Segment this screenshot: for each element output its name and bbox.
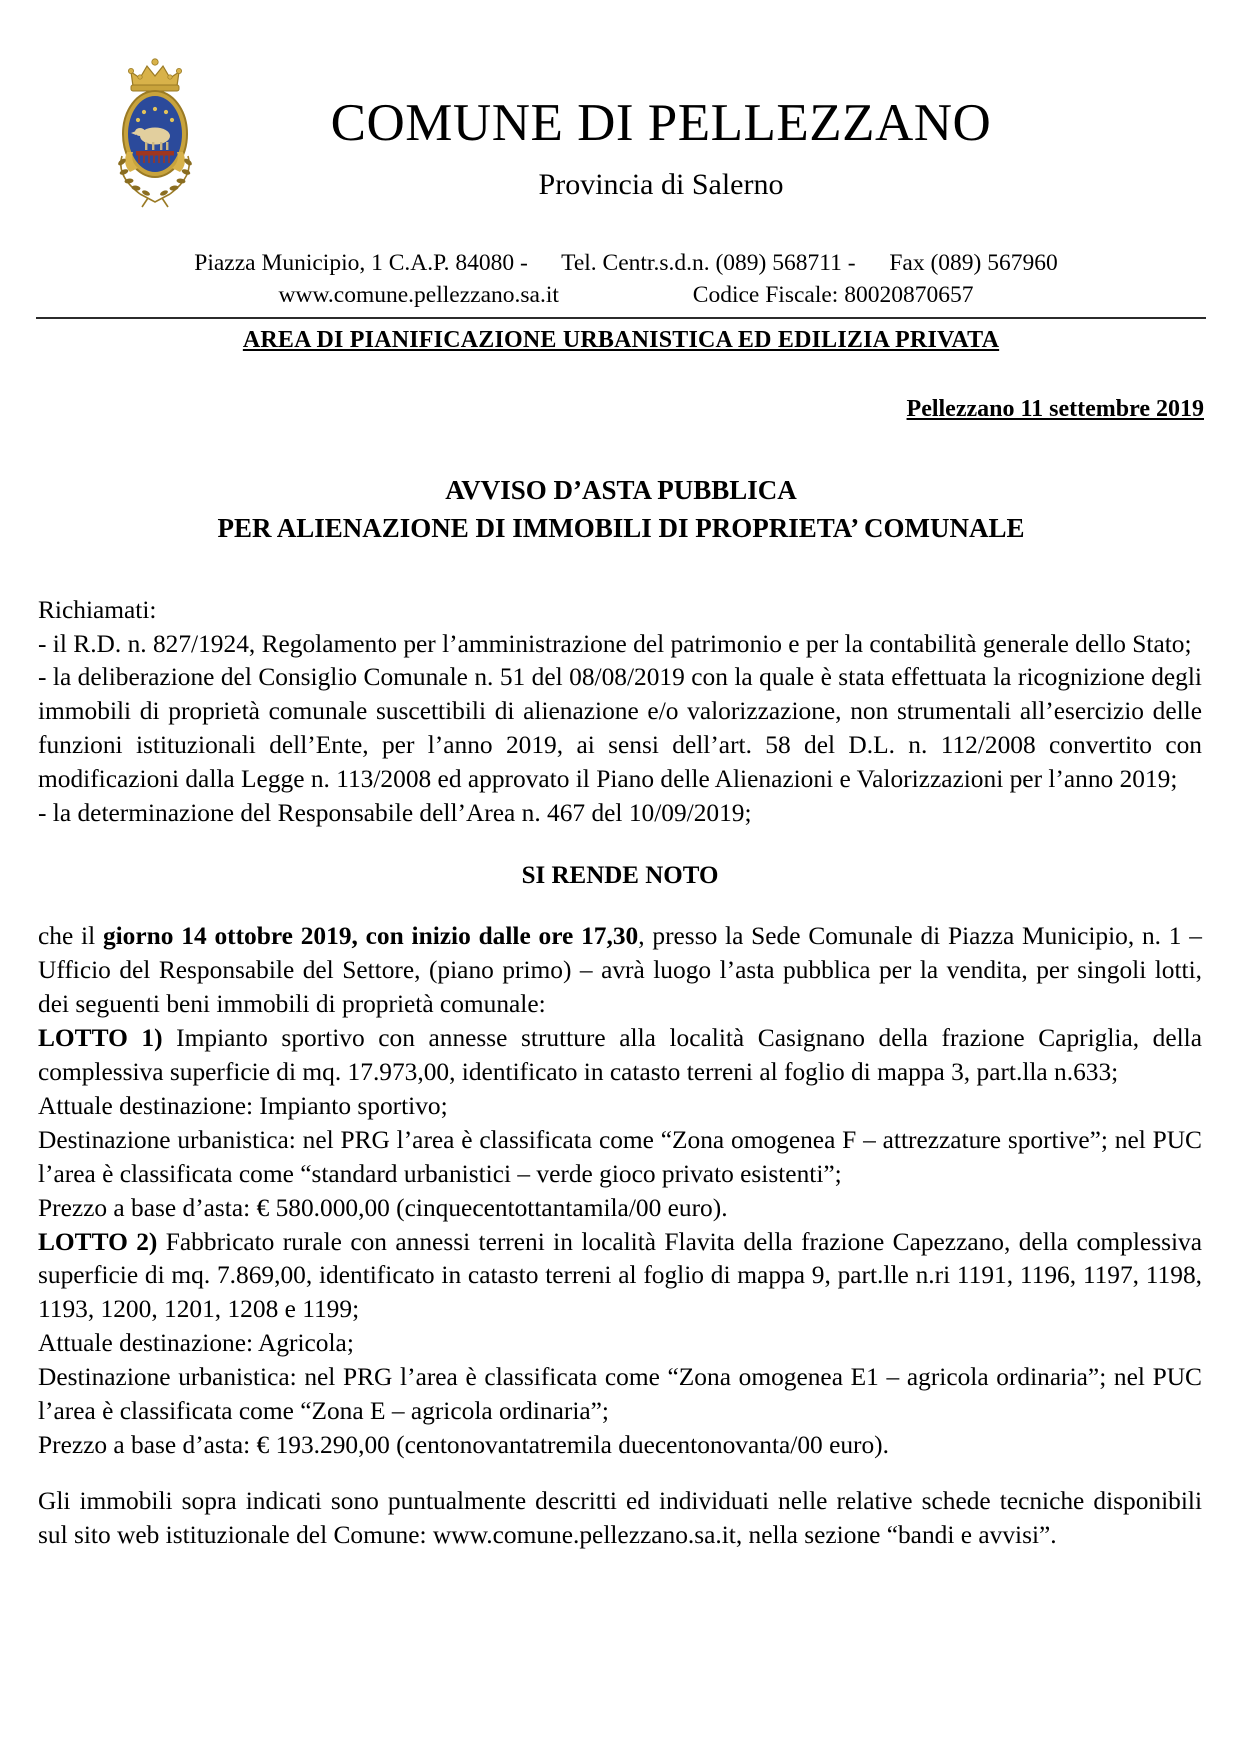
lotto-1-attuale-destinazione: Attuale destinazione: Impianto sportivo; — [38, 1091, 448, 1120]
fax-text: Fax (089) 567960 — [889, 250, 1058, 277]
lotto-2-label: LOTTO 2) — [38, 1227, 158, 1256]
asta-intro-paragraph — [38, 920, 1202, 1022]
richiamati-label: Richiamati: — [38, 595, 157, 624]
contact-line-web — [10, 280, 1242, 311]
contact-block — [0, 248, 1242, 311]
document-date: Pellezzano 11 settembre 2019 — [906, 396, 1204, 423]
lotto-1-prezzo: Prezzo a base d’asta: € 580.000,00 (cinquecentottantamila/00 euro). — [38, 1193, 728, 1222]
lotto-2-paragraph — [38, 1226, 1202, 1328]
determina-item: - la determinazione del Responsabile dell’Area n. 467 del 10/09/2019; — [38, 799, 752, 828]
delibera-item: - la deliberazione del Consiglio Comunale n. 51 del 08/08/2019 con la quale è stata effettuata la ricognizione degli immobili di proprietà comunale suscettibili di alienazione e/o valorizzazione, non strumentali all’esercizio delle funzioni istituzionali dell’Ente, per l’anno 2019, ai sensi dell’art. 58 del D.L. n. 112/2008 convertito con modificazioni dalla Legge n. 113/2008 ed approvato il Piano delle Alienazioni e Valorizzazioni per l’anno 2019; — [38, 663, 1202, 794]
crest-icon — [100, 52, 210, 217]
lotto-1-paragraph — [38, 1022, 1202, 1090]
asta-date-time: giorno 14 ottobre 2019, con inizio dalle ore 17,30 — [102, 922, 639, 951]
lotto-2-description: Fabbricato rurale con annessi terreni in località Flavita della frazione Capezzano, della complessiva superficie di mq. 7.869,00, identificato in catasto terreni al foglio di mappa 9, part.lle n.ri 1191, 1196, 1197, 1198, 1193, 1200, 1201, 1208 e 1199; — [38, 1227, 1202, 1324]
document-header — [0, 0, 1242, 423]
codice-fiscale-text: Codice Fiscale: 80020870657 — [692, 281, 974, 308]
document-title — [0, 471, 1242, 548]
coat-of-arms-crest — [100, 52, 210, 217]
lotto-1-destinazione-urbanistica: Destinazione urbanistica: nel PRG l’area è classificata come “Zona omogenea F – attrezzature sportive”; nel PUC l’area è classificata come “standard urbanistici – verde gioco privato esistenti”; — [38, 1125, 1202, 1188]
website-link[interactable]: www.comune.pellezzano.sa.it — [278, 281, 559, 308]
document-title-line-1: AVVISO D’ASTA PUBBLICA — [445, 475, 797, 506]
document-title-line-2: PER ALIENAZIONE DI IMMOBILI DI PROPRIETA’ COMUNALE — [217, 513, 1025, 544]
closing-paragraph: Gli immobili sopra indicati sono puntualmente descritti ed individuati nelle relative schede tecniche disponibili sul sito web istituzionale del Comune: www.comune.pellezzano.sa.it, nella sezione “bandi e avvisi”. — [38, 1486, 1202, 1549]
phone-text: Tel. Centr.s.d.n. (089) 568711 - — [561, 250, 856, 277]
rd-item: - il R.D. n. 827/1924, Regolamento per l’amministrazione del patrimonio e per la contabilità generale dello Stato; — [38, 629, 1192, 658]
paragraph-spacer — [38, 1463, 1202, 1485]
lotto-2-prezzo: Prezzo a base d’asta: € 193.290,00 (centonovantatremila duecentonovanta/00 euro). — [38, 1430, 889, 1459]
header-divider — [36, 317, 1206, 319]
lotto-1-description: Impianto sportivo con annesse strutture alla località Casignano della frazione Capriglia, della complessiva superficie di mq. 17.973,00, identificato in catasto terreni al foglio di mappa 3, part.lla n.633; — [38, 1024, 1202, 1087]
provincia-subtitle: Provincia di Salerno — [538, 168, 784, 202]
contact-line-address — [10, 248, 1242, 279]
lotto-1-label: LOTTO 1) — [38, 1024, 163, 1053]
asta-intro-pre: che il — [38, 922, 103, 951]
lotto-2-destinazione-urbanistica: Destinazione urbanistica: nel PRG l’area è classificata come “Zona omogenea E1 – agricola ordinaria”; nel PUC l’area è classificata come “Zona E – agricola ordinaria”; — [38, 1363, 1202, 1426]
comune-title: COMUNE DI PELLEZZANO — [330, 94, 992, 152]
lotto-2-attuale-destinazione: Attuale destinazione: Agricola; — [38, 1329, 354, 1358]
si-rende-noto-heading: SI RENDE NOTO — [521, 862, 719, 890]
asta-intro-post: , presso la Sede Comunale di Piazza Municipio, n. 1 – Ufficio del Responsabile del Settore, (piano primo) – avrà luogo l’asta pubblica per la vendita, per singoli lotti, dei seguenti beni immobili di proprietà comunale: — [38, 922, 1202, 1019]
document-body — [0, 594, 1242, 1553]
address-text: Piazza Municipio, 1 C.A.P. 84080 - — [194, 250, 528, 277]
area-heading: AREA DI PIANIFICAZIONE URBANISTICA ED EDILIZIA PRIVATA — [242, 327, 1000, 354]
